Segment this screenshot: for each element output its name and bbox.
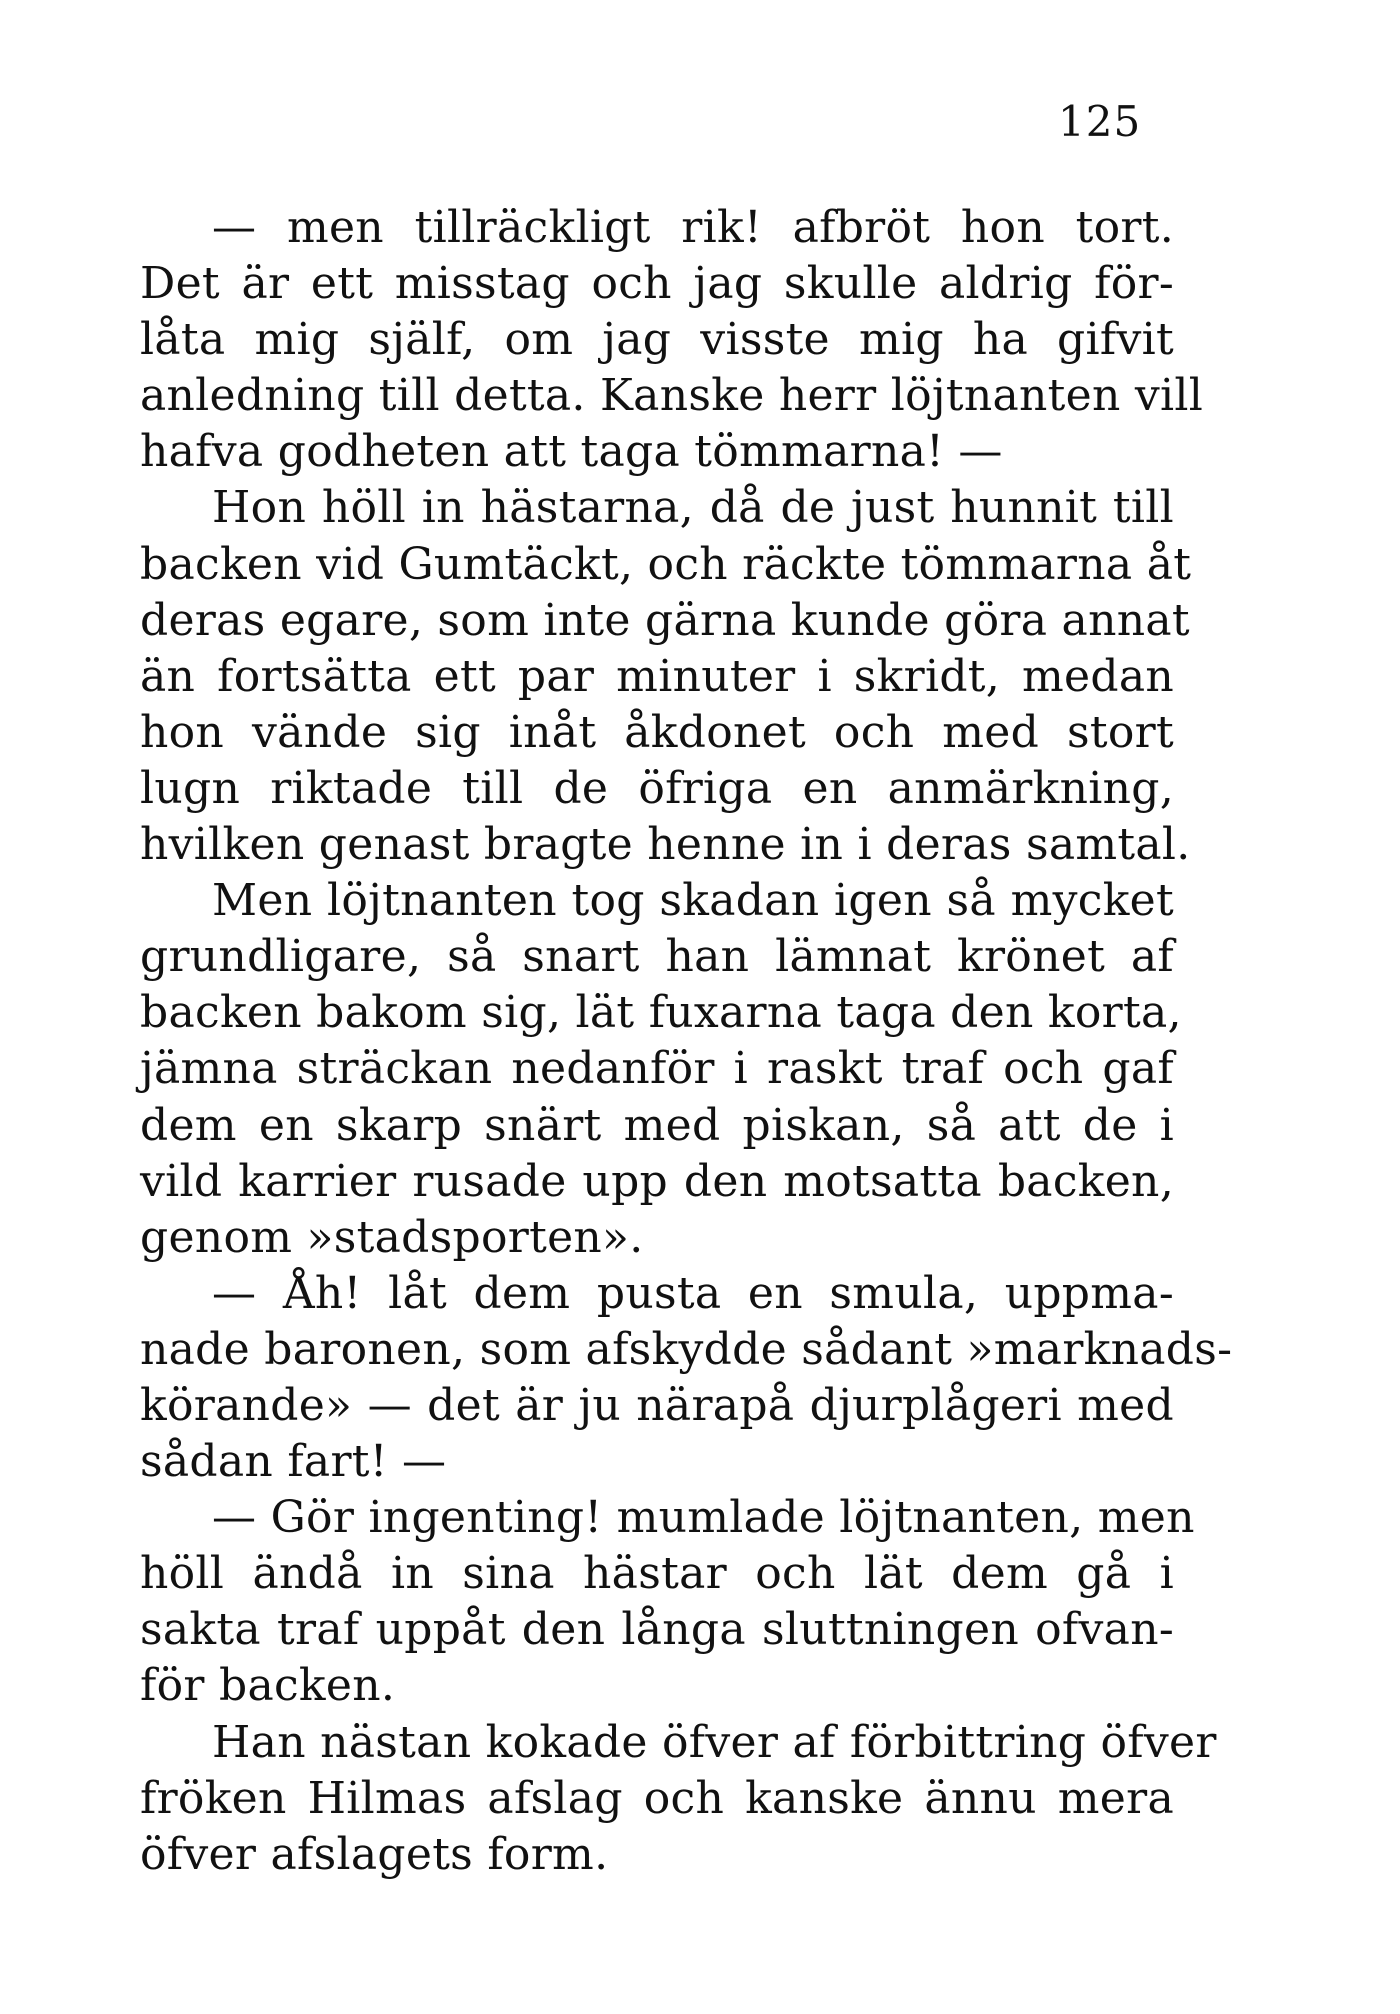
- text-line: Det är ett misstag och jag skulle aldrig för-: [140, 258, 1174, 310]
- text-line: hon vände sig inåt åkdonet och med stort: [140, 706, 1174, 758]
- text-line: — men tillräckligt rik! afbröt hon tort.: [212, 202, 1174, 253]
- text-line: sådan fart! —: [140, 1436, 447, 1488]
- text-line: fröken Hilmas afslag och kanske ännu mera: [140, 1772, 1174, 1824]
- text-line: sakta traf uppåt den långa sluttningen ofvan-: [140, 1604, 1174, 1656]
- text-line: anledning till detta. Kanske herr löjtnanten vill: [140, 370, 1204, 422]
- text-line: nade baronen, som afskydde sådant »marknads-: [140, 1323, 1233, 1375]
- text-line: jämna sträckan nedanför i raskt traf och gaf: [140, 1043, 1174, 1095]
- text-line: vild karrier rusade upp den motsatta backen,: [140, 1155, 1174, 1207]
- body-text: [140, 200, 1233, 1883]
- text-line: — Gör ingenting! mumlade löjtnanten, men: [212, 1492, 1195, 1544]
- text-line: hvilken genast bragte henne in i deras samtal.: [140, 819, 1191, 871]
- text-line: — Åh! låt dem pusta en smula, uppma-: [212, 1267, 1174, 1319]
- text-line: öfver afslagets form.: [140, 1828, 609, 1880]
- text-line: Han nästan kokade öfver af förbittring öfver: [212, 1716, 1217, 1768]
- text-line: än fortsätta ett par minuter i skridt, medan: [140, 650, 1174, 702]
- text-line: lugn riktade till de öfriga en anmärkning,: [140, 762, 1174, 814]
- text-line: hafva godheten att taga tömmarna! —: [140, 426, 1003, 478]
- text-line: höll ändå in sina hästar och lät dem gå i: [140, 1548, 1174, 1600]
- page-number: 125: [1058, 97, 1142, 146]
- text-line: låta mig själf, om jag visste mig ha gifvit: [140, 314, 1174, 366]
- text-line: grundligare, så snart han lämnat krönet af: [140, 931, 1174, 983]
- text-line: deras egare, som inte gärna kunde göra annat: [140, 594, 1190, 646]
- text-line: Hon höll in hästarna, då de just hunnit till: [212, 482, 1174, 534]
- text-line: för backen.: [140, 1660, 396, 1712]
- text-line: genom »stadsporten».: [140, 1211, 644, 1263]
- text-line: körande» — det är ju närapå djurplågeri med: [140, 1379, 1174, 1431]
- text-line: Men löjtnanten tog skadan igen så mycket: [212, 875, 1174, 927]
- text-line: backen bakom sig, lät fuxarna taga den korta,: [140, 987, 1182, 1039]
- text-line: backen vid Gumtäckt, och räckte tömmarna åt: [140, 538, 1192, 590]
- text-line: dem en skarp snärt med piskan, så att de i: [140, 1099, 1174, 1151]
